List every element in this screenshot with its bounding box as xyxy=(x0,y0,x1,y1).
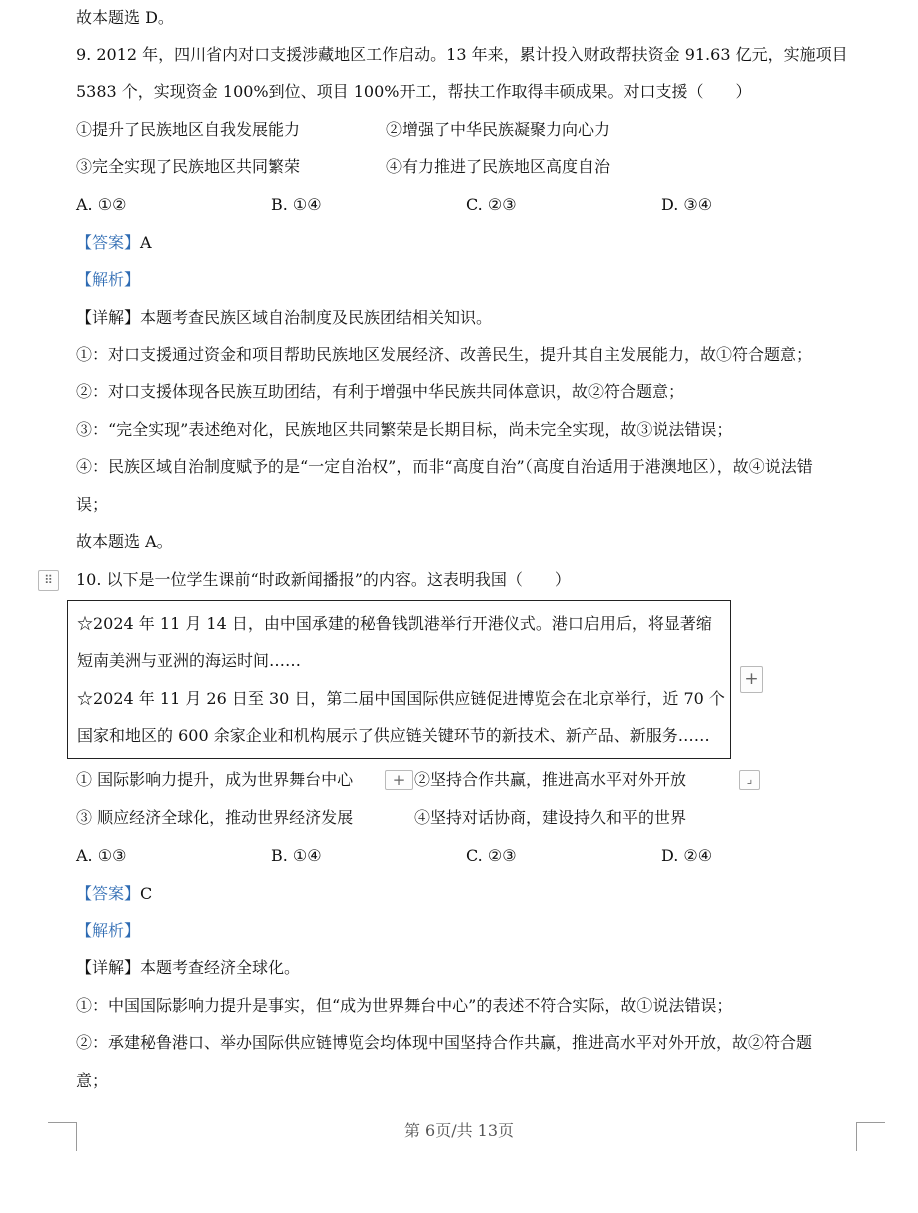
q9-statement-1: ①提升了民族地区自我发展能力 xyxy=(76,120,301,139)
q10-answer xyxy=(76,884,152,904)
q9-stem-line1: 9. 2012 年，四川省内对口支援涉藏地区工作启动。13 年来，累计投入财政帮扶资金 91.63 亿元，实施项目 xyxy=(76,45,848,64)
news-2-line2: 国家和地区的 600 余家企业和机构展示了供应链关键环节的新技术、新产品、新服务…… xyxy=(77,726,710,745)
q10-analysis-1: ①：中国国际影响力提升是事实，但“成为世界舞台中心”的表述不符合实际，故①说法错误； xyxy=(76,996,733,1015)
add-column-icon[interactable]: + xyxy=(740,666,763,693)
q10-statement-4: ④坚持对话协商，建设持久和平的世界 xyxy=(414,808,687,827)
answer-value: A xyxy=(140,233,152,252)
q10-option-c: C. ②③ xyxy=(466,846,517,865)
q10-analysis-label: 【解析】 xyxy=(76,921,141,940)
q9-analysis-label: 【解析】 xyxy=(76,270,141,289)
news-box xyxy=(67,600,731,759)
news-1-line2: 短南美洲与亚洲的海运时间…… xyxy=(77,651,302,670)
news-1-line1: ☆2024 年 11 月 14 日，由中国承建的秘鲁钱凯港举行开港仪式。港口启用后，将显著缩 xyxy=(77,614,712,633)
q9-conclusion: 故本题选 A。 xyxy=(76,532,173,551)
q10-analysis-2-line2: 意； xyxy=(76,1071,109,1090)
q9-analysis-4-line2: 误； xyxy=(76,495,109,514)
answer-label: 【答案】 xyxy=(76,233,141,252)
detail-label: 【详解】 xyxy=(76,308,141,327)
detail-text: 本题考查民族区域自治制度及民族团结相关知识。 xyxy=(140,308,493,327)
q10-option-d: D. ②④ xyxy=(661,846,713,865)
drag-handle-icon[interactable]: ⠿ xyxy=(38,570,59,591)
q9-option-a: A. ①② xyxy=(76,195,127,214)
q10-statement-2: ②坚持合作共赢，推进高水平对外开放 xyxy=(414,770,687,789)
q9-statement-3: ③完全实现了民族地区共同繁荣 xyxy=(76,157,301,176)
q9-statement-2: ②增强了中华民族凝聚力向心力 xyxy=(386,120,611,139)
q10-option-a: A. ①③ xyxy=(76,846,127,865)
q10-statement-1: ① 国际影响力提升，成为世界舞台中心 xyxy=(76,770,354,789)
q10-detail xyxy=(76,958,300,978)
q9-option-d: D. ③④ xyxy=(661,195,713,214)
answer-label: 【答案】 xyxy=(76,884,141,903)
page-number: 第 6页/共 13页 xyxy=(403,1121,515,1140)
add-row-icon[interactable]: + xyxy=(385,770,413,790)
resize-table-icon[interactable]: ⌟ xyxy=(739,770,760,790)
q9-statement-4: ④有力推进了民族地区高度自治 xyxy=(386,157,611,176)
detail-text: 本题考查经济全球化。 xyxy=(140,958,301,977)
q9-analysis-1: ①：对口支援通过资金和项目帮助民族地区发展经济、改善民生，提升其自主发展能力，故①符合题意； xyxy=(76,345,813,364)
q10-stem: 10. 以下是一位学生课前“时政新闻播报”的内容。这表明我国（ ） xyxy=(76,570,571,589)
q9-stem-line2: 5383 个，实现资金 100%到位、项目 100%开工，帮扶工作取得丰硕成果。对口支援（ ） xyxy=(76,82,752,101)
q10-analysis-2-line1: ②：承建秘鲁港口、举办国际供应链博览会均体现中国坚持合作共赢，推进高水平对外开放，故②符合题 xyxy=(76,1033,813,1052)
detail-label: 【详解】 xyxy=(76,958,141,977)
q9-option-b: B. ①④ xyxy=(271,195,322,214)
answer-value: C xyxy=(140,884,153,903)
q9-analysis-3: ③：“完全实现”表述绝对化，民族地区共同繁荣是长期目标，尚未完全实现，故③说法错误； xyxy=(76,420,733,439)
q9-detail xyxy=(76,308,492,328)
q10-option-b: B. ①④ xyxy=(271,846,322,865)
news-2-line1: ☆2024 年 11 月 26 日至 30 日，第二届中国国际供应链促进博览会在北京举行，近 70 个 xyxy=(77,689,725,708)
q9-analysis-4-line1: ④：民族区域自治制度赋予的是“一定自治权”，而非“高度自治”（高度自治适用于港澳地区），故④说法错 xyxy=(76,457,813,476)
q9-analysis-2: ②：对口支援体现各民族互助团结，有利于增强中华民族共同体意识，故②符合题意； xyxy=(76,382,685,401)
q10-statement-3: ③ 顺应经济全球化，推动世界经济发展 xyxy=(76,808,354,827)
q9-option-c: C. ②③ xyxy=(466,195,517,214)
prev-conclusion: 故本题选 D。 xyxy=(76,8,174,27)
q9-answer xyxy=(76,233,152,253)
